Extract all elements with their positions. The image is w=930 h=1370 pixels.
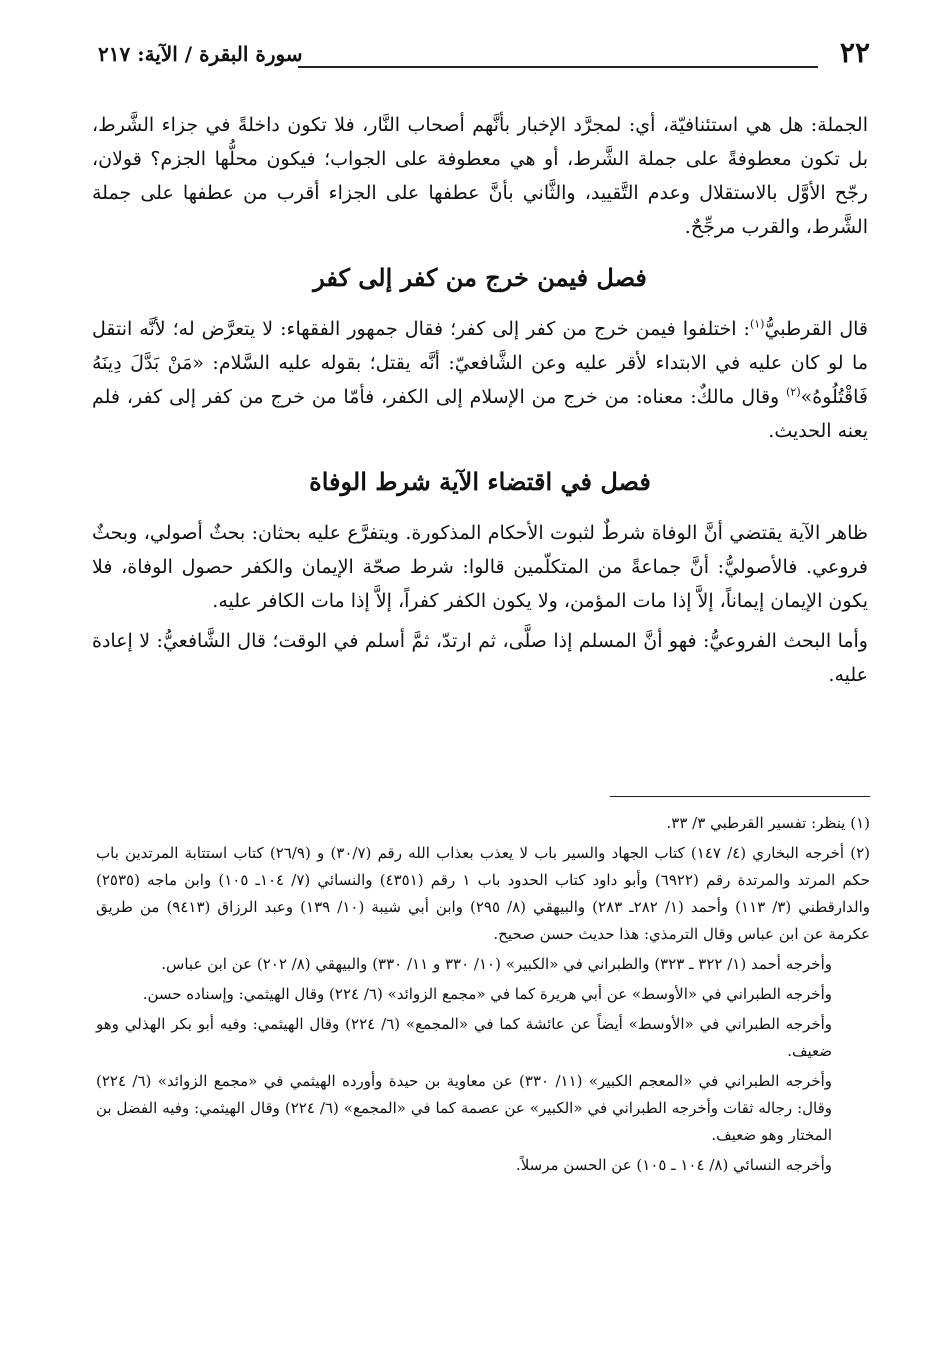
main-text [92, 108, 868, 698]
footnote-item: وأخرجه الطبراني في «الأوسط» عن أبي هريرة كما في «مجمع الزوائد» (٦/ ٢٢٤) وقال الهيثمي: وإسناده حسن. [142, 985, 832, 1003]
paragraph-3: ظاهر الآية يقتضي أنَّ الوفاة شرطٌ لثبوت الأحكام المذكورة. ويتفرَّع عليه بحثان: بحثٌ أصولي، وبحثٌ فروعي. فالأصوليُّ: أنَّ جماعةً من المتكلّمين قالوا: شرط صحّة الإيمان والكفر حصول الوفاة، فلا يكون الإيمان إيماناً، إلاَّ إذا مات المؤمن، ولا يكون الكفر كفراً، إلاَّ إذا مات الكافر عليه. [92, 522, 868, 612]
paragraph-2-part-b: : اختلفوا فيمن خرج من كفر إلى كفر؛ فقال جمهور الفقهاء: لا يتعرَّض له؛ لأنَّه انتقل ما لو كان عليه في الابتداء لأقر عليه وعن الشَّافعيّ: أنَّه يقتل؛ بقوله عليه السَّلام: «مَنْ بَدَّلَ دِينَهُ فَاقْتُلُوهُ» [92, 318, 868, 408]
footnote-item: وأخرجه الطبراني في «المعجم الكبير» (١١/ ٣٣٠) عن معاوية بن حيدة وأورده الهيثمي في «مجمع الزوائد» (٦/ ٢٢٤) وقال: رجاله ثقات وأخرجه الطبراني في «الكبير» عن عصمة كما في «المجمع» (٦/ ٢٢٤) وقال الهيثمي: وفيه الفضل بن المختار وهو ضعيف. [96, 1072, 833, 1144]
footnote-item: وأخرجه النسائي (٨/ ١٠٤ ـ ١٠٥) عن الحسن مرسلاً. [515, 1156, 832, 1174]
footnote-item: وأخرجه الطبراني في «الأوسط» أيضاً عن عائشة كما في «المجمع» (٦/ ٢٢٤) وقال الهيثمي: وفيه أبو بكر الهذلي وهو ضعيف. [96, 1015, 832, 1060]
footnote-item: (١) ينظر: تفسير القرطبي ٣/ ٣٣. [666, 814, 870, 832]
footnote-separator [610, 796, 870, 797]
section-heading-1: فصل فيمن خرج من كفر إلى كفر [313, 263, 647, 292]
paragraph-2-part-c: وقال مالكٌ: معناه: من خرج من الإسلام إلى الكفر، فأمّا من خرج من كفر إلى كفر، فلم يعنه الحديث. [92, 386, 868, 442]
section-heading-2: فصل في اقتضاء الآية شرط الوفاة [309, 467, 651, 496]
header-rule [298, 66, 818, 68]
footnote-item: وأخرجه أحمد (١/ ٣٢٢ ـ ٣٢٣) والطبراني في «الكبير» (١٠/ ٣٣٠ و ١١/ ٣٣٠) والبيهقي (٨/ ٢٠٢) عن ابن عباس. [161, 955, 832, 973]
footnote-item: (٢) أخرجه البخاري (٤/ ١٤٧) كتاب الجهاد والسير باب لا يعذب بعذاب الله رقم (٣٠/٧) و (٢٦/٩) كتاب استتابة المرتدين باب حكم المرتد والمرتدة رقم (٦٩٢٢) وأبو داود كتاب الحدود باب ١ رقم (٤٣٥١) والنسائي (٧/ ١٠٤ـ ١٠٥) وابن ماجه (٢٥٣٥) والدارقطني (٣/ ١١٣) وأحمد (١/ ٢٨٢ـ ٢٨٣) والبيهقي (٨/ ٢٩٥) وابن أبي شيبة (١٠/ ١٣٩) وعبد الرزاق (٩٤١٣) من طريق عكرمة عن ابن عباس وقال الترمذي: هذا حديث حسن صحيح. [96, 844, 871, 943]
footnote-ref-1[interactable]: (١) [749, 317, 765, 331]
paragraph-2-part-a: قال القرطبيُّ [764, 318, 868, 340]
paragraph-2 [92, 312, 868, 448]
page-header [98, 36, 870, 72]
running-title: سورة البقرة / الآية: ٢١٧ [98, 42, 303, 66]
footnotes [96, 810, 870, 1182]
paragraph-1: الجملة: هل هي استئنافيّة، أي: لمجرَّد الإخبار بأنَّهم أصحاب النَّار، فلا تكون داخلةً في جزاء الشَّرط، بل تكون معطوفةً على جملة الشَّرط، أو هي معطوفة على الجواب؛ فيكون محلُّها الجزم؟ قولان، رجّح الأوَّل بالاستقلال وعدم التَّقييد، والثَّاني بأنَّ عطفها على الجزاء أقرب من عطفها على جملة الشَّرط، والقرب مرجِّحٌ. [92, 114, 868, 238]
page-number: ٢٢ [839, 36, 870, 69]
paragraph-4: وأما البحث الفروعيُّ: فهو أنَّ المسلم إذا صلَّى، ثم ارتدّ، ثمَّ أسلم في الوقت؛ قال الشَّافعيُّ: لا إعادة عليه. [92, 630, 868, 686]
footnote-ref-2[interactable]: (٢) [786, 385, 801, 399]
